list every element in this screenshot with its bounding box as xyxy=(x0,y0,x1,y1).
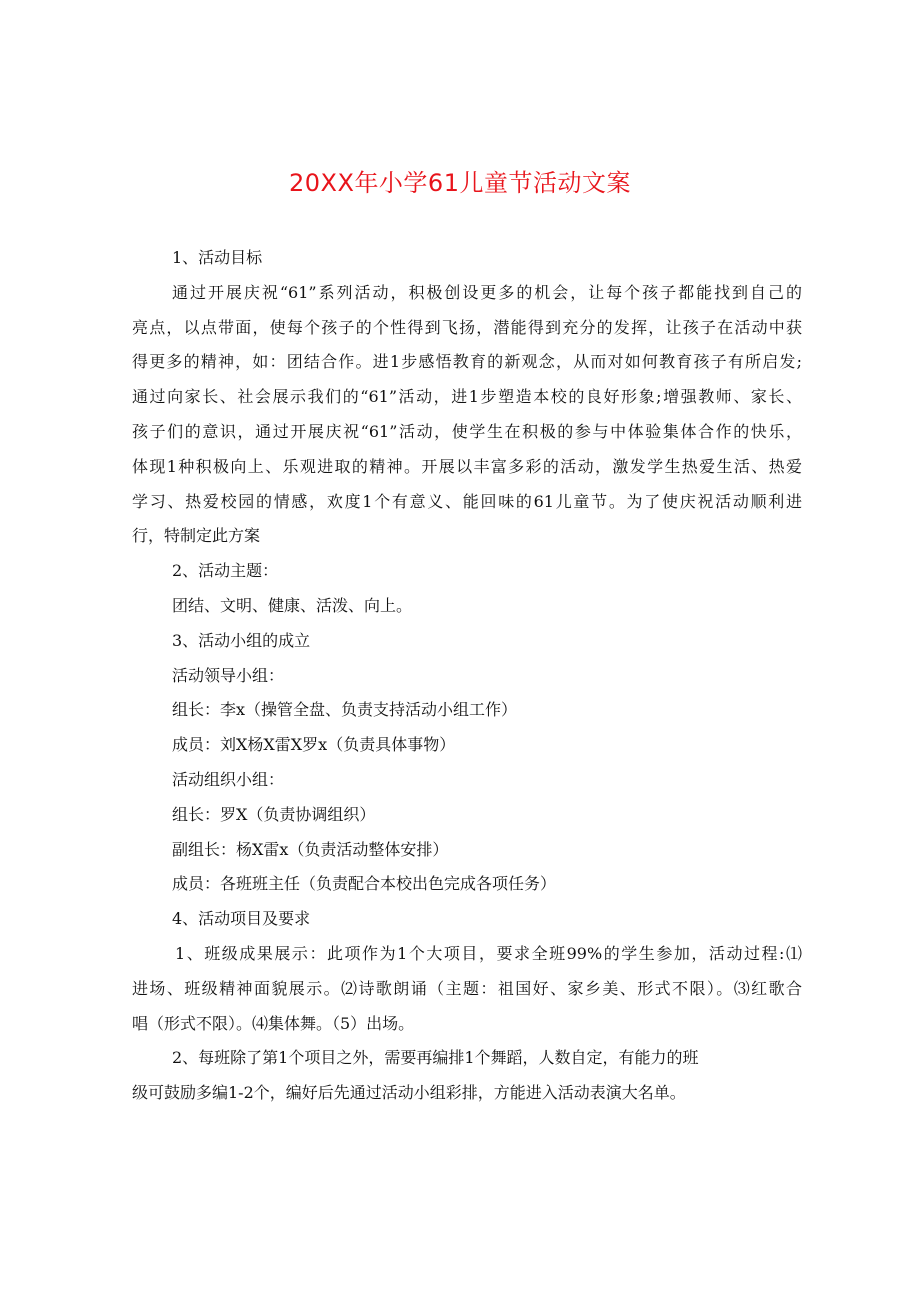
paragraph-line: 体现1种积极向上、乐观进取的精神。开展以丰富多彩的活动，激发学生热爱生活、热爱 xyxy=(132,456,802,476)
paragraph-line: 通过向家长、社会展示我们的“61”活动，进1步塑造本校的良好形象;增强教师、家长、 xyxy=(132,387,802,407)
paragraph-line: 唱（形式不限）。⑷集体舞。（5）出场。 xyxy=(132,1013,415,1033)
paragraph-line: 级可鼓励多编1-2个，编好后先通过活动小组彩排，方能进入活动表演大名单。 xyxy=(132,1083,686,1103)
paragraph-line: 进场、班级精神面貌展示。⑵诗歌朗诵（主题：祖国好、家乡美、形式不限）。⑶红歌合 xyxy=(132,978,802,998)
theme-text: 团结、文明、健康、活泼、向上。 xyxy=(172,595,413,615)
group-member: 成员：各班班主任（负责配合本校出色完成各项任务） xyxy=(172,874,557,894)
paragraph-line: 亮点，以点带面，使每个孩子的个性得到飞扬，潜能得到充分的发挥，让孩子在活动中获 xyxy=(132,317,802,337)
paragraph-line: 通过开展庆祝“61”系列活动，积极创设更多的机会，让每个孩子都能找到自己的 xyxy=(172,282,802,302)
group-member: 副组长：杨X雷x（负责活动整体安排） xyxy=(172,839,449,859)
paragraph-line: 学习、热爱校园的情感，欢度1个有意义、能回味的61儿童节。为了使庆祝活动顺利进 xyxy=(132,491,802,511)
group-member: 成员：刘X杨X雷X罗x（负责具体事物） xyxy=(172,735,456,755)
paragraph-line: 1、班级成果展示：此项作为1个大项目，要求全班99%的学生参加，活动过程:⑴ xyxy=(175,943,802,963)
paragraph-line: 2、每班除了第1个项目之外，需要再编排1个舞蹈，人数自定，有能力的班 xyxy=(172,1048,699,1068)
section-heading-groups: 3、活动小组的成立 xyxy=(172,630,311,650)
paragraph-line: 孩子们的意识，通过开展庆祝“61”活动，使学生在积极的参与中体验集体合作的快乐， xyxy=(132,421,802,441)
group-label: 活动组织小组： xyxy=(172,769,285,789)
group-member: 组长：罗X（负责协调组织） xyxy=(172,804,376,824)
section-heading-projects: 4、活动项目及要求 xyxy=(172,909,311,929)
document-title: 20XX年小学61儿童节活动文案 xyxy=(289,169,631,197)
group-member: 组长：李x（操管全盘、负责支持活动小组工作） xyxy=(172,700,518,720)
section-heading-theme: 2、活动主题： xyxy=(172,561,279,581)
group-label: 活动领导小组： xyxy=(172,665,285,685)
section-heading-goal: 1、活动目标 xyxy=(172,248,263,267)
document-body xyxy=(132,241,802,1111)
paragraph-line: 行，特制定此方案 xyxy=(132,526,261,546)
paragraph-line: 得更多的精神，如：团结合作。进1步感悟教育的新观念，从而对如何教育孩子有所启发; xyxy=(132,352,802,372)
